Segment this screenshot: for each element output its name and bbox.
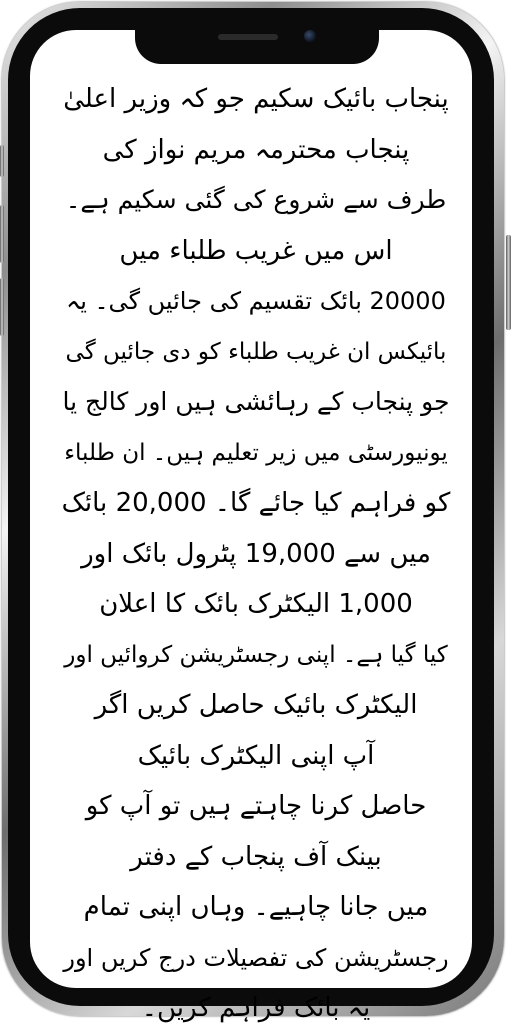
text-line-7: جو پنجاب کے رہائشی ہیں اور کالج یا	[62, 387, 450, 416]
text-line-14: آپ اپنی الیکٹرک بائیک	[137, 740, 375, 771]
volume-up-button	[0, 205, 4, 263]
text-line-9: کو فراہم کیا جائے گا۔ 20,000 بائک	[61, 488, 451, 518]
front-camera-icon	[304, 30, 316, 42]
text-line-19: یہ بائک فراہم کریں۔	[141, 993, 371, 1023]
text-line-15: حاصل کرنا چاہتے ہیں تو آپ کو	[85, 791, 427, 821]
text-line-10: میں سے 19,000 پٹرول بائک اور	[81, 538, 431, 569]
text-line-16: بینک آف پنجاب کے دفتر	[130, 841, 382, 872]
text-line-2: پنجاب محترمہ مریم نواز کی	[102, 134, 410, 165]
text-line-8: یونیورسٹی میں زیر تعلیم ہیں۔ ان طلباء	[64, 439, 448, 466]
text-line-12: کیا گیا ہے۔ اپنی رجسٹریشن کروائیں اور	[64, 641, 448, 668]
text-line-5: 20000 بائک تقسیم کی جائیں گی۔ یہ	[66, 287, 446, 315]
notch	[135, 20, 379, 64]
power-button	[506, 235, 511, 330]
text-line-1: پنجاب بائیک سکیم جو کہ وزیر اعلیٰ	[63, 84, 449, 114]
article-text	[60, 74, 452, 1024]
speaker-grille	[218, 34, 278, 40]
volume-down-button	[0, 278, 4, 336]
silent-switch	[0, 145, 4, 177]
text-line-3: طرف سے شروع کی گئی سکیم ہے۔	[65, 185, 447, 214]
text-line-18: رجسٹریشن کی تفصیلات درج کریں اور	[63, 943, 449, 972]
text-line-17: میں جانا چاہیے۔ وہاں اپنی تمام	[83, 892, 429, 922]
text-line-13: الیکٹرک بائیک حاصل کریں اگر	[94, 690, 418, 720]
text-line-11: 1,000 الیکٹرک بائک کا اعلان	[99, 589, 413, 619]
text-line-4: اس میں غریب طلباء میں	[119, 235, 393, 266]
text-line-6: بائیکس ان غریب طلباء کو دی جائیں گی	[65, 338, 447, 365]
